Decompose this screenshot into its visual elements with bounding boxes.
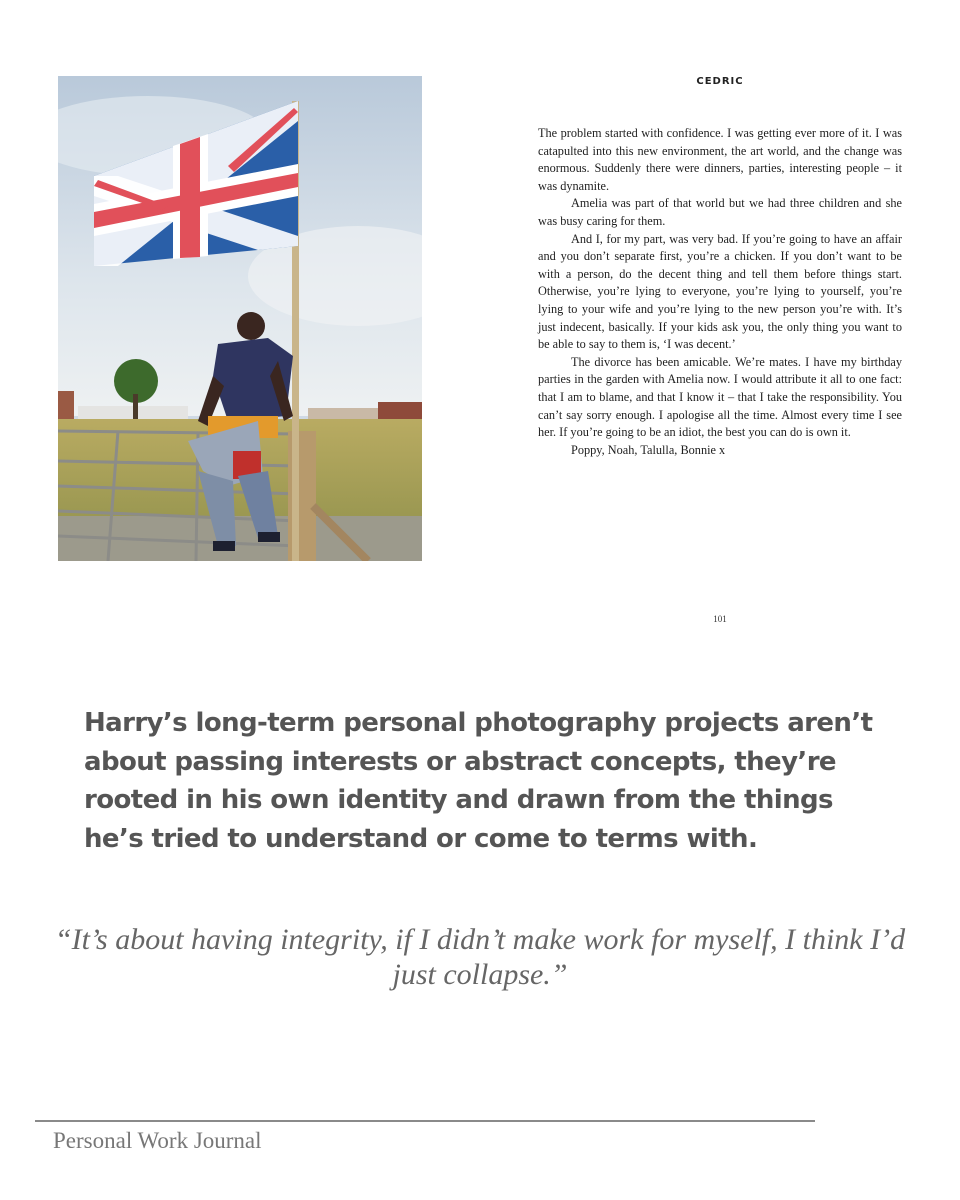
article-signoff: Poppy, Noah, Talulla, Bonnie x bbox=[571, 442, 726, 457]
article-paragraph: And I, for my part, was very bad. If you’re going to have an affair and you don’t separate first, you’re a chicken. If you don’t want to be with a person, do the decent thing and tell them before things start. Otherwise, you’re lying to everyone, you’re lying to yourself, you’re lying to your wife and you’re lying to the new person you’re with. It’s just indecent, basically. If your kids ask you, the only thing you want to be able to say to them is, ‘I was decent.’ bbox=[538, 231, 902, 352]
footer-divider bbox=[35, 1120, 815, 1122]
article-paragraph: The problem started with confidence. I was getting ever more of it. I was catapulted into this new environment, the art world, and the change was enormous. Suddenly there were dinners, parties, interesting people – it was dynamite. bbox=[538, 126, 902, 193]
article-body bbox=[538, 125, 902, 459]
article-paragraph: The divorce has been amicable. We’re mates. I have my birthday parties in the garden with Amelia now. I would attribute it all to one fact: that I am to blame, and that I know it – that I take the responsibility. You can’t say sorry enough. I apologise all the time. Almost every time I see her. If you’re going to be an idiot, the best you can do is own it. bbox=[538, 354, 902, 440]
article-paragraph: Amelia was part of that world but we had three children and she was busy caring for them. bbox=[538, 196, 902, 228]
chapter-title: CEDRIC bbox=[696, 76, 744, 87]
pull-quote: “It’s about having integrity, if I didn’t make work for myself, I think I’d just collapse.” bbox=[54, 923, 906, 991]
footer-title: Personal Work Journal bbox=[53, 1128, 262, 1153]
page-number: 101 bbox=[713, 614, 727, 624]
portrait-photo bbox=[58, 76, 422, 561]
feature-headline: Harry’s long-term personal photography projects aren’t about passing interests or abstract concepts, they’re rooted in his own identity and drawn from the things he’s tried to understand or come to terms with. bbox=[84, 708, 873, 854]
